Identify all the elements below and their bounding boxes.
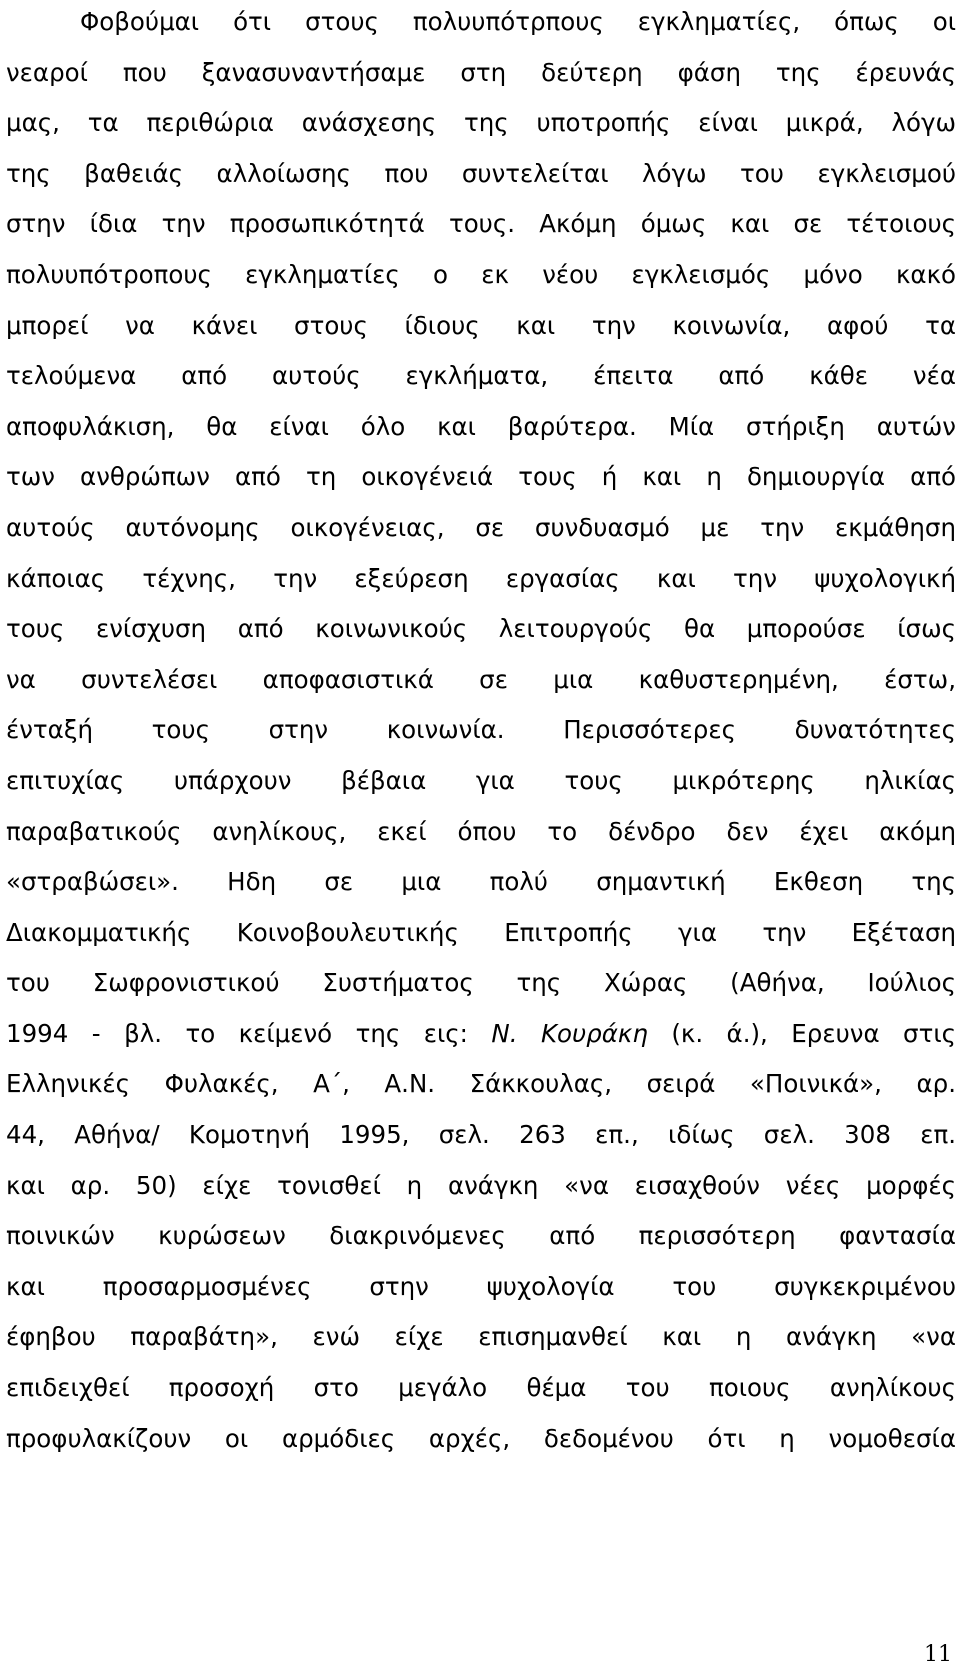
- text-line: τους ενίσχυση από κοινωνικούς λειτουργούς θα μπορούσε ίσως: [6, 614, 956, 644]
- text-line: Ελληνικές Φυλακές, Α΄, Α.Ν. Σάκκουλας, σειρά «Ποινικά», αρ.: [6, 1069, 956, 1099]
- text-line: ποινικών κυρώσεων διακρινόμενες από περισσότερη φαντασία: [6, 1221, 956, 1251]
- text-line: αυτούς αυτόνομης οικογένειας, σε συνδυασμό με την εκμάθηση: [6, 512, 956, 542]
- page-number: 11: [924, 1642, 952, 1667]
- text-line: των ανθρώπων από τη οικογένειά τους ή και η δημιουργία από: [6, 462, 956, 492]
- text-line: επιτυχίας υπάρχουν βέβαια για τους μικρότερης ηλικίας: [6, 765, 956, 795]
- text-line: πολυυπότροπους εγκληματίες ο εκ νέου εγκλεισμός μόνο κακό: [6, 259, 956, 289]
- author-name-italic: Ν. Κουράκη: [491, 1018, 648, 1048]
- citation-text-after: (κ. ά.), Ερευνα στις: [647, 1018, 956, 1048]
- text-line: της βαθειάς αλλοίωσης που συντελείται λόγω του εγκλεισμού: [6, 158, 956, 188]
- text-line: Διακομματικής Κοινοβουλευτικής Επιτροπής για την Εξέταση: [6, 917, 956, 947]
- text-line: και αρ. 50) είχε τονισθεί η ανάγκη «να εισαχθούν νέες μορφές: [6, 1170, 956, 1200]
- text-line: παραβατικούς ανηλίκους, εκεί όπου το δένδρο δεν έχει ακόμη: [6, 816, 956, 846]
- text-line: του Σωφρονιστικού Συστήματος της Χώρας (Αθήνα, Ιούλιος: [6, 968, 956, 998]
- text-line: στην ίδια την προσωπικότητά τους. Ακόμη όμως και σε τέτοιους: [6, 209, 956, 239]
- text-line: επιδειχθεί προσοχή στο μεγάλο θέμα του ποιους ανηλίκους: [6, 1373, 956, 1403]
- body-paragraph: [6, 2, 956, 1469]
- text-line: νεαροί που ξανασυναντήσαμε στη δεύτερη φάση της έρευνάς: [6, 57, 956, 87]
- text-line: και προσαρμοσμένες στην ψυχολογία του συγκεκριμένου: [6, 1271, 956, 1301]
- text-line: αποφυλάκιση, θα είναι όλο και βαρύτερα. Μία στήριξη αυτών: [6, 411, 956, 441]
- text-line: έφηβου παραβάτη», ενώ είχε επισημανθεί και η ανάγκη «να: [6, 1322, 956, 1352]
- text-line: μπορεί να κάνει στους ίδιους και την κοινωνία, αφού τα: [6, 310, 956, 340]
- text-line: τελούμενα από αυτούς εγκλήματα, έπειτα από κάθε νέα: [6, 361, 956, 391]
- text-line: κάποιας τέχνης, την εξεύρεση εργασίας και την ψυχολογική: [6, 563, 956, 593]
- citation-text-before: 1994 - βλ. το κείμενό της εις:: [6, 1018, 492, 1048]
- text-line: προφυλακίζουν οι αρμόδιες αρχές, δεδομένου ότι η νομοθεσία: [6, 1423, 956, 1453]
- text-line: μας, τα περιθώρια ανάσχεσης της υποτροπής είναι μικρά, λόγω: [6, 108, 956, 138]
- text-line-citation: [6, 1014, 956, 1065]
- text-line: να συντελέσει αποφασιστικά σε μια καθυστερημένη, έστω,: [6, 664, 956, 694]
- text-line: 44, Αθήνα/ Κομοτηνή 1995, σελ. 263 επ., ιδίως σελ. 308 επ.: [6, 1120, 956, 1150]
- text-line: «στραβώσει». Ηδη σε μια πολύ σημαντική Εκθεση της: [6, 867, 956, 897]
- text-line: ένταξή τους στην κοινωνία. Περισσότερες δυνατότητες: [6, 715, 956, 745]
- text-line: Φοβούμαι ότι στους πολυυπότρπους εγκληματίες, όπως οι: [80, 7, 956, 36]
